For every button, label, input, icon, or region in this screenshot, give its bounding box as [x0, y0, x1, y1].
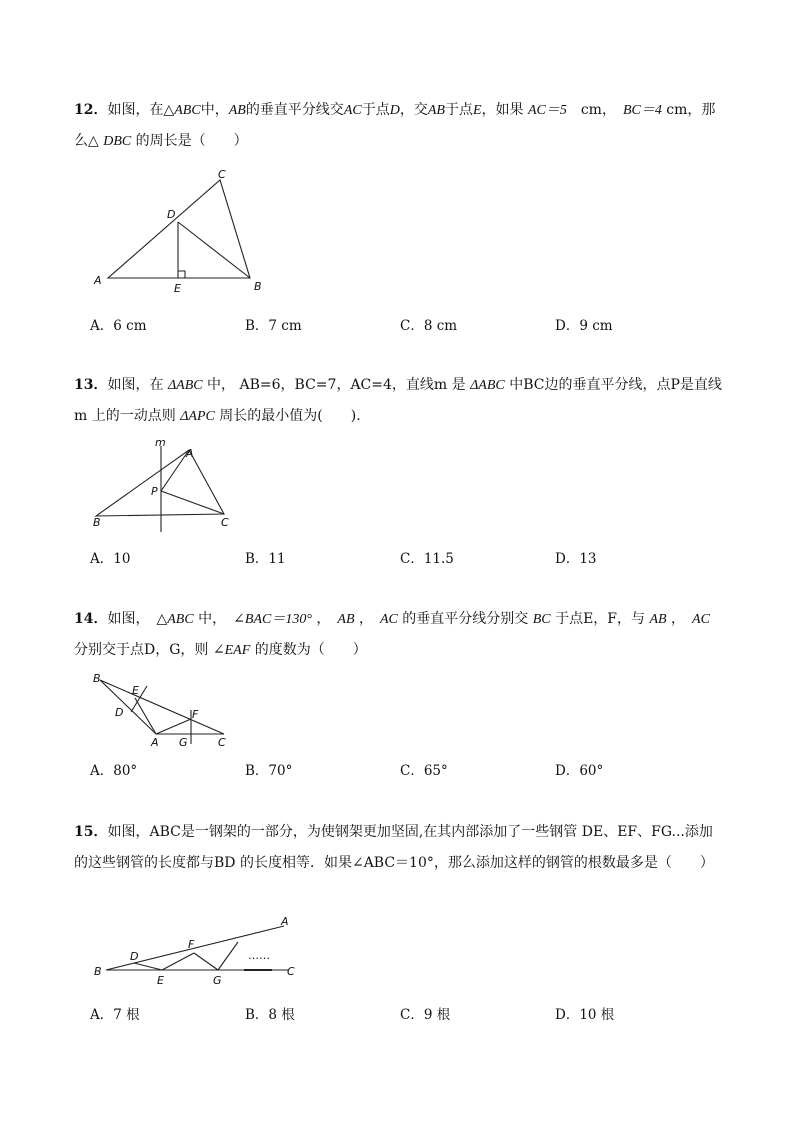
question-14-options [90, 759, 730, 783]
question-12-figure [88, 170, 278, 295]
option-b[interactable]: B．70° [245, 763, 293, 779]
question-12 [74, 95, 724, 157]
option-a[interactable]: A．6 cm [90, 318, 147, 334]
pipe-fg [194, 953, 218, 970]
question-15-figure [88, 912, 308, 990]
question-14 [74, 604, 724, 666]
label-e: E [132, 684, 139, 697]
stem-text: ，交 [399, 102, 428, 118]
label-p: P [151, 485, 158, 498]
stem-math: △ABC [156, 612, 194, 627]
option-c[interactable]: C．11.5 [400, 551, 454, 567]
stem-text: 中BC边的垂直平分线，点P是直线m 上的一动点则 [74, 377, 722, 424]
stem-text: 如图， [107, 611, 157, 627]
option-b[interactable]: B．7 cm [245, 318, 302, 334]
question-13-number: 13． [74, 377, 108, 393]
label-c: C [218, 736, 226, 749]
question-14-figure [88, 668, 238, 752]
option-b[interactable]: B．8 根 [245, 1007, 295, 1023]
stem-math: ∠BAC＝130° [233, 612, 312, 627]
label-c: C [287, 965, 295, 978]
question-15-number: 15． [74, 824, 108, 840]
stem-math: AB [337, 612, 355, 627]
stem-text: ， [354, 611, 380, 627]
stem-text: ，如果 [481, 102, 528, 118]
stem-math: AC [379, 612, 398, 627]
option-d[interactable]: D．60° [555, 763, 604, 779]
question-13-stem [74, 370, 724, 432]
question-13 [74, 370, 724, 432]
label-a: A [151, 736, 159, 749]
label-c: C [218, 170, 226, 181]
stem-math: AC＝5 [527, 103, 567, 118]
option-c[interactable]: C．8 cm [400, 318, 458, 334]
stem-text: 于点E，F，与 [550, 611, 650, 627]
stem-text: 的垂直平分线交 [245, 102, 344, 118]
label-d: D [115, 706, 124, 719]
stem-math: AC [692, 612, 710, 627]
question-13-figure [88, 436, 248, 536]
stem-text: 于点 [361, 102, 390, 118]
stem-text: 于点 [444, 102, 473, 118]
stem-text: 中， [200, 102, 229, 118]
stem-text: 的周长是（ ） [131, 133, 248, 149]
stem-math: BC＝4 [622, 103, 662, 118]
stem-text: cm， [566, 102, 623, 118]
stem-math: D [389, 103, 400, 118]
triangle-abc [96, 450, 224, 516]
label-a: A [186, 447, 194, 460]
label-g: G [213, 974, 222, 987]
label-g: G [179, 736, 188, 749]
option-b[interactable]: B．11 [245, 551, 286, 567]
stem-text: 周长的最小值为( ). [214, 408, 361, 424]
label-d: D [130, 950, 139, 963]
question-15 [74, 817, 724, 879]
segment-af [156, 719, 191, 734]
label-b: B [93, 516, 101, 529]
label-e: E [174, 282, 181, 295]
label-a: A [281, 915, 289, 928]
stem-math: E [472, 103, 482, 118]
stem-text: 如图，ABC是一钢架的一部分，为使钢架更加坚固,在其内部添加了一些钢管 DE、EF、FG...添加的这些钢管的长度都与BD 的长度相等．如果∠ABC＝10°，那么添加这样的钢管的根数最多是（ ） [74, 824, 714, 871]
label-f: F [192, 708, 199, 721]
stem-text: ， [666, 611, 693, 627]
label-b: B [254, 280, 262, 293]
pipe-next [218, 942, 238, 970]
stem-text: 如图，在 [107, 102, 164, 118]
option-c[interactable]: C．65° [400, 763, 448, 779]
segment-db [178, 222, 250, 278]
question-14-number: 14． [74, 611, 108, 627]
stem-math: ΔABC [470, 378, 505, 393]
stem-text: ， [311, 611, 338, 627]
question-13-options [90, 547, 730, 571]
label-m: m [155, 436, 166, 449]
label-c: C [221, 516, 229, 529]
segment-pc [161, 491, 224, 514]
stem-math: AC [343, 103, 362, 118]
label-b: B [94, 965, 102, 978]
label-f: F [188, 938, 195, 951]
stem-text: 如图，在 [107, 377, 168, 393]
stem-math: △ABC [163, 103, 201, 118]
option-d[interactable]: D．9 cm [555, 318, 613, 334]
stem-math: AB [649, 612, 667, 627]
option-a[interactable]: A．80° [90, 763, 138, 779]
stem-math: ΔAPC [180, 409, 215, 424]
question-12-stem [74, 95, 724, 157]
stem-text: 的垂直平分线分别交 [397, 611, 533, 627]
stem-math: ∠EAF [212, 643, 251, 658]
label-d: D [167, 208, 176, 221]
segment-pa [161, 450, 189, 491]
stem-math: BC [532, 612, 551, 627]
option-a[interactable]: A．7 根 [90, 1007, 140, 1023]
right-angle-mark [178, 271, 185, 278]
label-a: A [94, 274, 102, 287]
stem-text: 分别交于点D，G，则 [74, 642, 213, 658]
question-15-stem [74, 817, 724, 879]
pipe-de [134, 963, 162, 970]
stem-text: 中， [193, 611, 234, 627]
question-15-options [90, 1003, 730, 1027]
stem-math: AB [427, 103, 445, 118]
option-a[interactable]: A．10 [90, 551, 131, 567]
stem-text: cm，那么△ [74, 102, 716, 149]
question-12-options [90, 314, 730, 338]
question-14-stem [74, 604, 724, 666]
stem-math: DBC [103, 134, 132, 149]
continuation-dots: …… [248, 949, 270, 962]
stem-text: 的度数为（ ） [250, 642, 367, 658]
question-12-number: 12． [74, 102, 108, 118]
ray-ba [106, 926, 284, 970]
label-b: B [93, 672, 101, 685]
stem-math: ΔABC [167, 378, 203, 393]
option-d[interactable]: D．13 [555, 551, 597, 567]
stem-text: 中， AB=6，BC=7，AC=4，直线m 是 [202, 377, 471, 393]
option-c[interactable]: C．9 根 [400, 1007, 451, 1023]
stem-math: AB [228, 103, 246, 118]
triangle-abc [108, 180, 250, 278]
label-e: E [157, 974, 164, 987]
option-d[interactable]: D．10 根 [555, 1007, 615, 1023]
pipe-ef [162, 953, 194, 970]
